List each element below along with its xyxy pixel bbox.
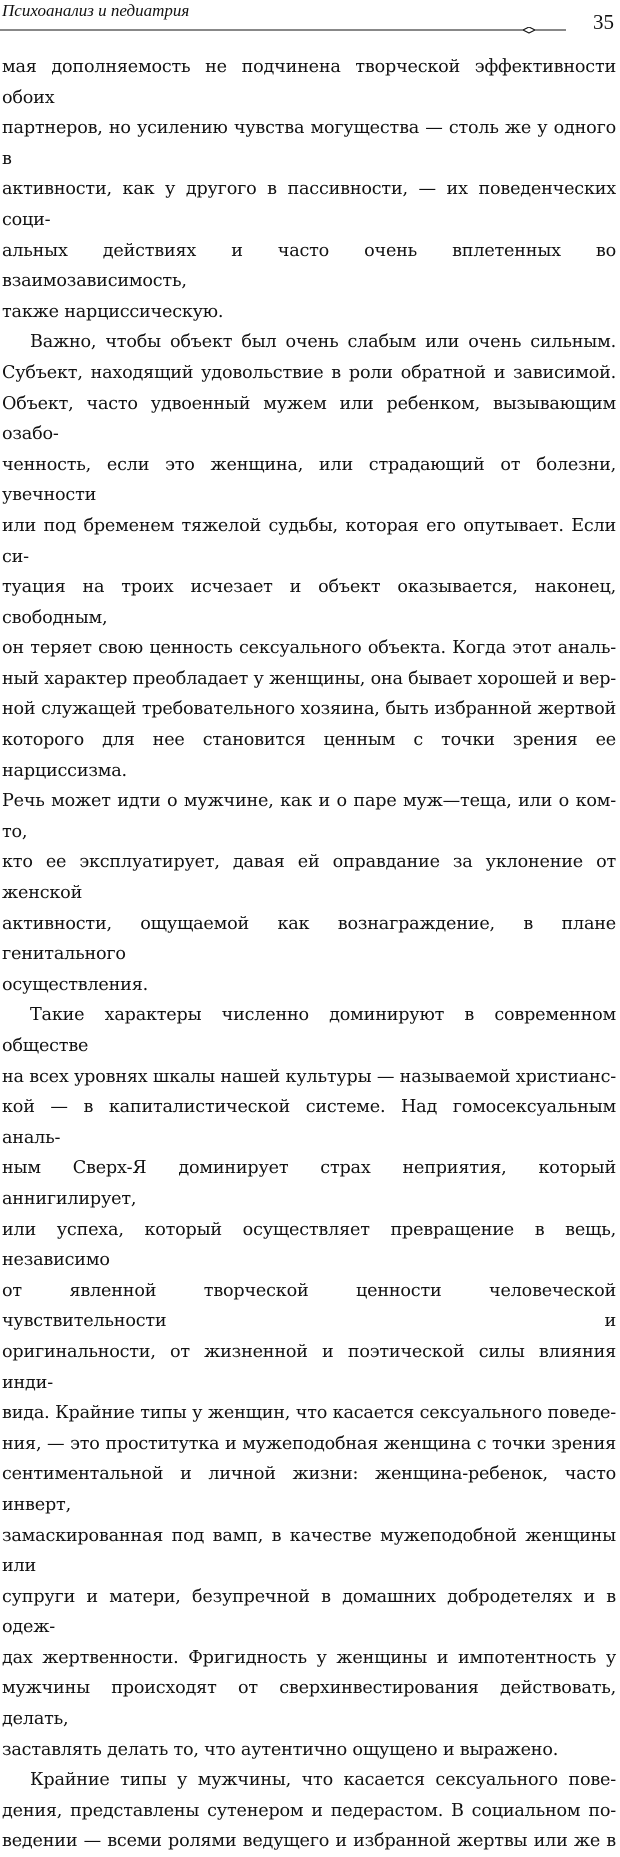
text-line: активности, ощущаемой как вознаграждение, в плане генитального [2,913,616,965]
page-header [0,0,620,40]
text-line: мая дополняемость не подчинена творческой эффективности обоих [2,57,616,108]
paragraph-4 [2,1765,616,1857]
running-title: Психоанализ и педиатрия [2,1,190,20]
text-line: дах жертвенности. Фригидность у женщины и импотентность у [2,1647,616,1668]
text-line: супруги и матери, безупречной в домашних добродетелях и в одеж- [2,1586,616,1638]
text-line: Объект, часто удвоенный мужем или ребенком, вызывающим озабо- [2,393,616,445]
text-line: Крайние типы у мужчины, что касается сексуального пове- [30,1770,616,1791]
text-line: оригинальности, от жизненной и поэтической силы влияния инди- [2,1341,616,1393]
text-line: ный характер преобладает у женщины, она бывает хорошей и вер- [2,668,617,689]
text-line: Такие характеры численно доминируют в современном обществе [2,1005,616,1056]
text-line: или успеха, который осуществляет превращение в вещь, независимо [2,1219,616,1271]
text-line: или под бременем тяжелой судьбы, которая его опутывает. Если си- [2,515,616,567]
page-number: 35 [593,10,614,34]
text-line: кой — в капиталистической системе. Над гомосексуальным аналь- [2,1097,616,1148]
text-line: замаскированная под вамп, в качестве мужеподобной женщины или [2,1525,616,1577]
text-line: активности, как у другого в пассивности, — их поведенческих соци- [2,179,616,230]
text-line: Важно, чтобы объект был очень слабым или очень сильным. [30,332,616,353]
header-rule-ornament [0,27,578,51]
text-line: на всех уровнях шкалы нашей культуры — называемой христианс- [2,1066,616,1087]
body-text [2,52,616,1857]
text-line: партнеров, но усилению чувства могущества — столь же у одного в [2,118,616,169]
paragraph-1 [2,52,616,327]
text-line: ной служащей требовательного хозяина, быть избранной жертвой [2,699,616,720]
text-line: заставлять делать то, что аутентично ощущено и выражено. [2,1739,559,1760]
text-line: ведении — всеми ролями ведущего и избранной жертвы или же в [2,1831,616,1852]
text-line: от явленной творческой ценности человеческой чувствительности и [2,1280,616,1332]
text-line: ченность, если это женщина, или страдающий от болезни, увечности [2,454,616,506]
text-line: также нарциссическую. [2,301,224,322]
text-line: дения, представлены сутенером и педерастом. В социальном по- [2,1800,616,1821]
text-line: сентиментальной и личной жизни: женщина-ребенок, часто инверт, [2,1464,616,1515]
text-line: ным Сверх-Я доминирует страх неприятия, который аннигилирует, [2,1158,616,1209]
text-line: альных действиях и часто очень вплетенных во взаимозависимость, [2,240,616,292]
text-line: вида. Крайние типы у женщин, что касается сексуального поведе- [2,1403,616,1424]
paragraph-2 [2,327,616,1000]
text-line: осуществления. [2,974,148,995]
text-line: туация на троих исчезает и объект оказывается, наконец, свободным, [2,577,616,628]
text-line: ния, — это проститутка и мужеподобная женщина с точки зрения [2,1433,616,1454]
text-line: кто ее эксплуатирует, давая ей оправдание за уклонение от женской [2,852,616,904]
text-line: Речь может идти о мужчине, как и о паре муж—теща, или о ком-то, [2,791,616,842]
text-line: которого для нее становится ценным с точки зрения ее нарциссизма. [2,730,616,781]
text-line: мужчины происходят от сверхинвестирования действовать, делать, [2,1678,616,1730]
text-line: Субъект, находящий удовольствие в роли обратной и зависимой. [2,362,616,383]
text-line: он теряет свою ценность сексуального объекта. Когда этот аналь- [2,638,616,659]
paragraph-3 [2,1000,616,1765]
